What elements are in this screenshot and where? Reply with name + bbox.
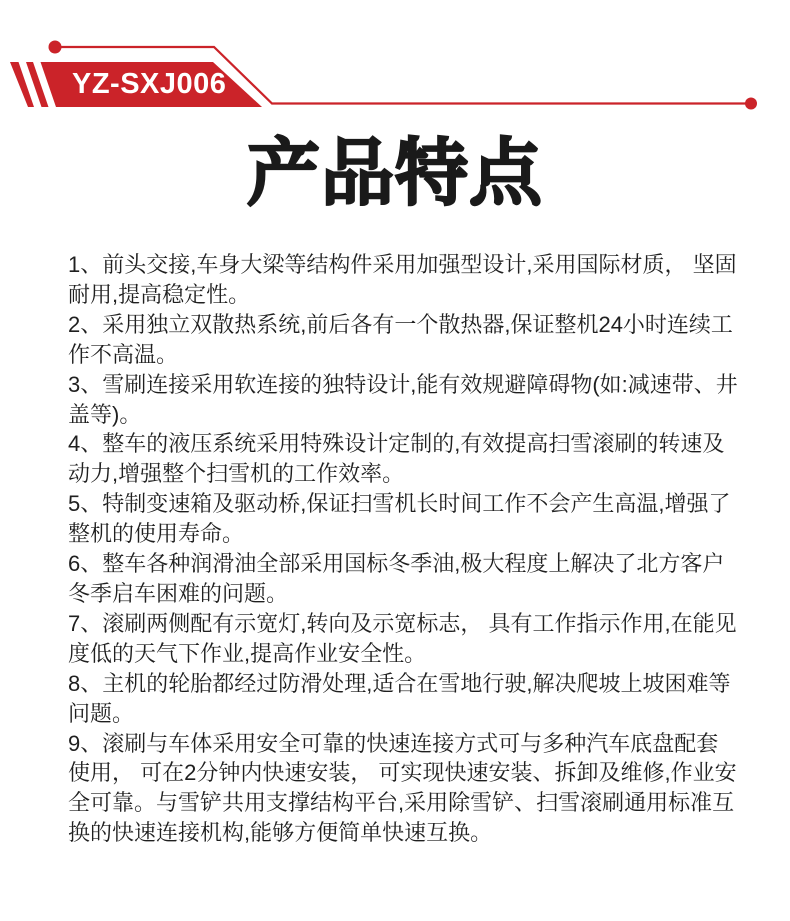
feature-item-5: 5、特制变速箱及驱动桥,保证扫雪机长时间工作不会产生高温,增强了整机的使用寿命。	[68, 491, 731, 547]
header-left-dot	[49, 41, 62, 54]
feature-item-7: 7、滚刷两侧配有示宽灯,转向及示宽标志， 具有工作指示作用,在能见度低的天气下作业,提高作业安全性。	[68, 610, 737, 666]
feature-item-2: 2、采用独立双散热系统,前后各有一个散热器,保证整机24小时连续工作不高温。	[68, 311, 733, 367]
model-code-label: YZ-SXJ006	[72, 68, 227, 100]
feature-item-8: 8、主机的轮胎都经过防滑处理,适合在雪地行驶,解决爬坡上坡困难等问题。	[68, 670, 731, 726]
feature-item-4: 4、整车的液压系统采用特殊设计定制的,有效提高扫雪滚刷的转速及动力,增强整个扫雪机的工作效率。	[68, 431, 725, 487]
header-right-dot	[745, 98, 757, 110]
feature-list	[68, 250, 738, 848]
feature-item-6: 6、整车各种润滑油全部采用国标冬季油,极大程度上解决了北方客户冬季启车困难的问题。	[68, 551, 725, 606]
feature-item-3: 3、雪刷连接采用软连接的独特设计,能有效规避障碍物(如:减速带、井盖等)。	[68, 371, 738, 427]
page-title: 产品特点	[247, 133, 543, 214]
feature-item-1: 1、前头交接,车身大梁等结构件采用加强型设计,采用国际材质， 坚固耐用,提高稳定性。	[68, 252, 737, 307]
feature-item-9: 9、滚刷与车体采用安全可靠的快速连接方式可与多种汽车底盘配套使用， 可在2分钟内快速安装， 可实现快速安装、拆卸及维修,作业安全可靠。与雪铲共用支撑结构平台,采用除雪铲、扫雪滚刷通用标准互换的快速连接机构,能够方便简单快速互换。	[68, 730, 737, 846]
header-banner	[0, 0, 790, 130]
